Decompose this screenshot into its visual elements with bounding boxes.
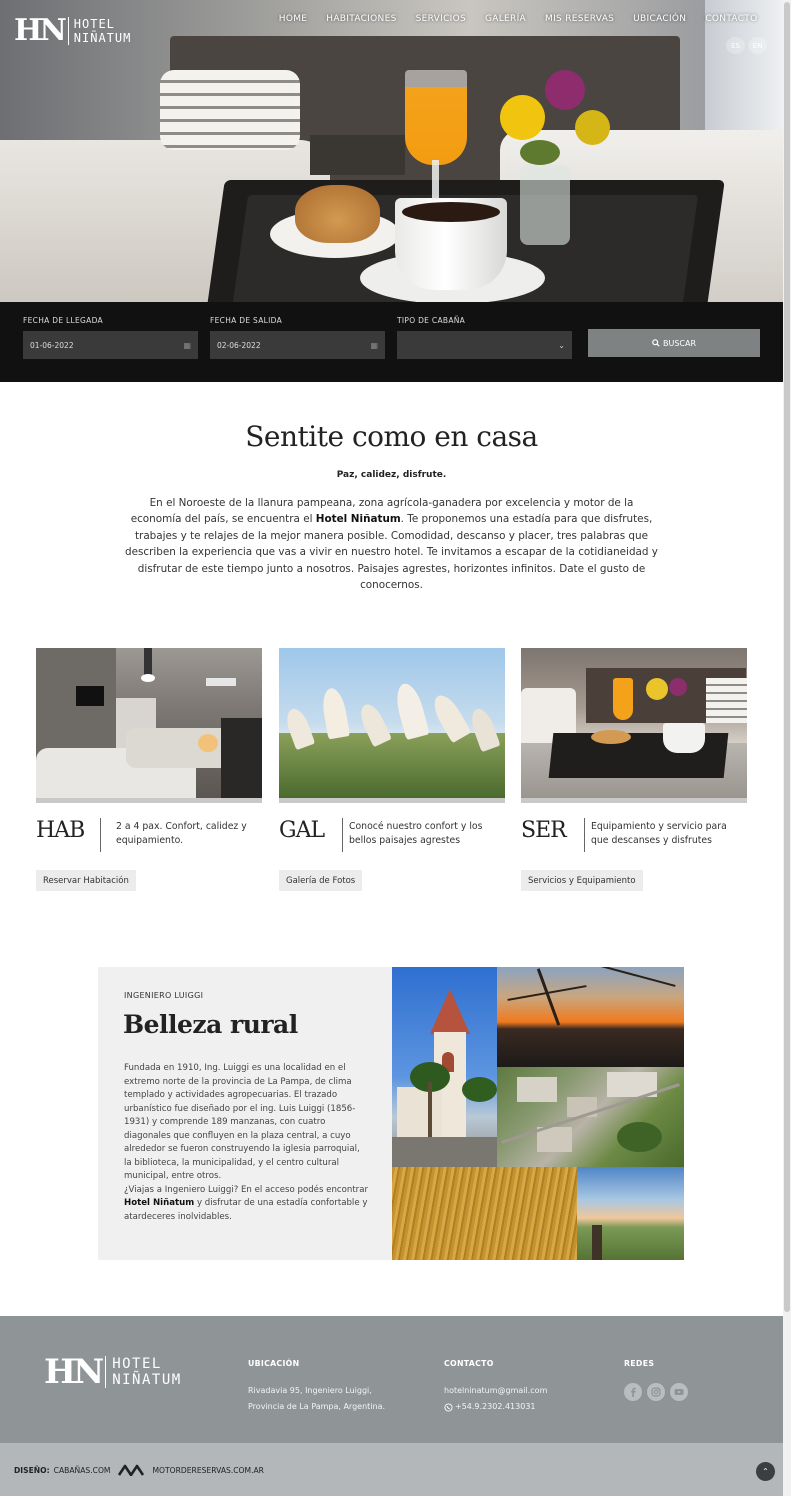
rural-p2-part2: y disfrutar de una estadía confortable y atardeceres inolvidables.	[124, 1198, 368, 1222]
facebook-icon[interactable]	[624, 1383, 642, 1401]
search-button[interactable]	[588, 329, 760, 357]
language-switcher	[726, 37, 767, 54]
page-scrollbar[interactable]	[783, 0, 791, 1496]
nav-contacto[interactable]: CONTACTO	[705, 14, 758, 24]
rural-p2-part1: ¿Viajas a Ingeniero Luiggi? En el acceso podés encontrar	[124, 1184, 369, 1195]
logo-divider	[68, 17, 69, 45]
rural-eyebrow: INGENIERO LUIGGI	[124, 991, 204, 1000]
card-divider	[521, 798, 747, 803]
search-button-label: BUSCAR	[662, 338, 697, 348]
card-description: 2 a 4 pax. Confort, calidez y equipamiento.	[116, 821, 247, 846]
rural-text	[124, 1062, 369, 1224]
footer-logo-line2: NIÑATUM	[112, 1372, 182, 1388]
arrival-date-value: 01-06-2022	[30, 340, 74, 350]
logo-line2: NIÑATUM	[73, 31, 132, 45]
nav-mis-reservas[interactable]: MIS RESERVAS	[545, 14, 615, 24]
credit-label: DISEÑO:	[14, 1465, 50, 1475]
wheat-field-photo[interactable]	[392, 1167, 577, 1260]
nav-home[interactable]: HOME	[278, 14, 308, 24]
footer-address	[248, 1383, 385, 1415]
field-sky-photo[interactable]	[577, 1167, 684, 1260]
logo[interactable]	[14, 13, 132, 48]
intro-text-part1: En el Noroeste de la llanura pampeana, zona agrícola-ganadera por excelencia y motor de la economía del país, se encuentra el	[130, 497, 634, 526]
card-galeria	[279, 648, 505, 886]
arrival-label: FECHA DE LLEGADA	[23, 316, 103, 325]
intro-text-part2: . Te proponemos una estadía para que disfrutes, trabajes y te relajes de la mejor manera posible. Comodidad, descanso y placer, tres palabras que describen la experiencia que vas a vivir en nuestro hotel. Te invitamos a escapar de la cotidianeidad y disfrutar de este tiempo junto a nosotros. Paisajes agrestes, horizontes infinitos. Date el gusto de conocernos.	[125, 513, 658, 592]
footer-phone: +54.9.2302.413031	[455, 1402, 536, 1411]
nav-ubicacion[interactable]: UBICACIÓN	[633, 14, 687, 24]
card-abbr: GAL	[279, 818, 325, 843]
footer-logo-monogram: HN	[44, 1352, 102, 1392]
town-photo-collage	[392, 967, 684, 1260]
card-separator	[100, 818, 101, 852]
footer-logo[interactable]	[44, 1352, 182, 1392]
intro-title: Sentite como en casa	[245, 420, 538, 453]
calendar-icon: ▦	[370, 340, 378, 350]
social-links	[624, 1383, 688, 1401]
card-separator	[342, 818, 343, 852]
cabin-type-label: TIPO DE CABAÑA	[397, 316, 466, 325]
calendar-icon: ▦	[183, 340, 191, 350]
footer-location-heading: UBICACIÓN	[248, 1359, 300, 1368]
instagram-icon[interactable]	[647, 1383, 665, 1401]
footer-social-heading: REDES	[624, 1359, 655, 1368]
galeria-de-fotos-button[interactable]: Galería de Fotos	[279, 870, 362, 891]
lang-es-button[interactable]: ES	[726, 37, 745, 54]
card-servicios	[521, 648, 747, 886]
departure-date-input[interactable]	[210, 331, 385, 359]
logo-name	[74, 17, 132, 45]
logo-line1: HOTEL	[73, 17, 115, 31]
lang-en-button[interactable]: EN	[748, 37, 767, 54]
aerial-town-photo[interactable]	[497, 1067, 684, 1167]
footer-contact	[444, 1383, 547, 1415]
credit-agency-link[interactable]: CABAÑAS.COM	[53, 1465, 111, 1475]
landscape-photo[interactable]	[279, 648, 505, 798]
footer-contact-heading: CONTACTO	[444, 1359, 494, 1368]
rural-paragraph-2	[124, 1184, 369, 1225]
card-divider	[279, 798, 505, 803]
chevron-down-icon: ⌄	[558, 340, 565, 350]
arrival-date-input[interactable]	[23, 331, 198, 359]
motordereservas-logo-icon	[118, 1464, 146, 1476]
footer-email-link[interactable]: hotelninatum@gmail.com	[444, 1386, 548, 1395]
card-abbr: SER	[521, 818, 566, 843]
youtube-icon[interactable]	[670, 1383, 688, 1401]
reservar-habitacion-button[interactable]: Reservar Habitación	[36, 870, 136, 891]
chevron-up-icon: ⌃	[762, 1467, 769, 1476]
room-photo[interactable]	[36, 648, 262, 798]
footer-phone-link[interactable]	[444, 1399, 547, 1415]
credit-partner-link[interactable]: MOTORDERESERVAS.COM.AR	[152, 1465, 264, 1475]
arrival-date-field	[23, 316, 198, 359]
servicios-y-equipamiento-button[interactable]: Servicios y Equipamiento	[521, 870, 643, 891]
nav-servicios[interactable]: SERVICIOS	[415, 14, 467, 24]
footer-address-line2: Provincia de La Pampa, Argentina.	[248, 1402, 386, 1411]
footer-logo-name	[112, 1356, 182, 1388]
card-description: Equipamiento y servicio para que descanses y disfrutes	[591, 821, 727, 846]
footer-address-line1: Rivadavia 95, Ingeniero Luiggi,	[248, 1386, 372, 1395]
card-divider	[36, 798, 262, 803]
church-photo[interactable]	[392, 967, 497, 1167]
nav-habitaciones[interactable]: HABITACIONES	[326, 14, 397, 24]
card-habitaciones	[36, 648, 262, 886]
departure-date-field	[210, 316, 385, 359]
cabin-type-field	[397, 316, 572, 359]
cabin-type-select[interactable]	[397, 331, 572, 359]
scrollbar-thumb[interactable]	[784, 2, 790, 1312]
whatsapp-icon	[444, 1403, 453, 1412]
main-nav	[269, 14, 767, 24]
card-abbr: HAB	[36, 818, 85, 843]
logo-monogram: HN	[14, 13, 64, 48]
breakfast-photo[interactable]	[521, 648, 747, 798]
scroll-to-top-button[interactable]	[756, 1462, 775, 1481]
departure-label: FECHA DE SALIDA	[210, 316, 283, 325]
rural-hotel-name: Hotel Niñatum	[124, 1198, 195, 1208]
departure-date-value: 02-06-2022	[217, 340, 261, 350]
card-separator	[584, 818, 585, 852]
intro-hotel-name: Hotel Niñatum	[315, 513, 401, 526]
rural-paragraph-1: Fundada en 1910, Ing. Luiggi es una localidad en el extremo norte de la provincia de La Pampa, de clima templado y actividades agropecuarias. El trazado urbanístico fue diseñado por el ing. Luis Luiggi (1856-1931) y comprende 189 manzanas, con cuatro diagonales que confluyen en la plaza central, a cuyo alrededor se fueron construyendo la iglesia parroquial, la biblioteca, la municipalidad, y el centro cultural municipal, entre otros.	[124, 1063, 360, 1181]
card-description: Conocé nuestro confort y los bellos paisajes agrestes	[349, 821, 483, 846]
design-credit	[14, 1464, 264, 1476]
sunset-photo[interactable]	[497, 967, 684, 1067]
intro-text	[125, 495, 658, 593]
footer-logo-divider	[105, 1356, 106, 1388]
nav-galeria[interactable]: GALERÍA	[485, 14, 527, 24]
footer-logo-line1: HOTEL	[112, 1356, 162, 1372]
intro-subtitle: Paz, calidez, disfrute.	[336, 470, 447, 480]
search-icon	[652, 339, 660, 347]
rural-title: Belleza rural	[123, 1010, 298, 1039]
